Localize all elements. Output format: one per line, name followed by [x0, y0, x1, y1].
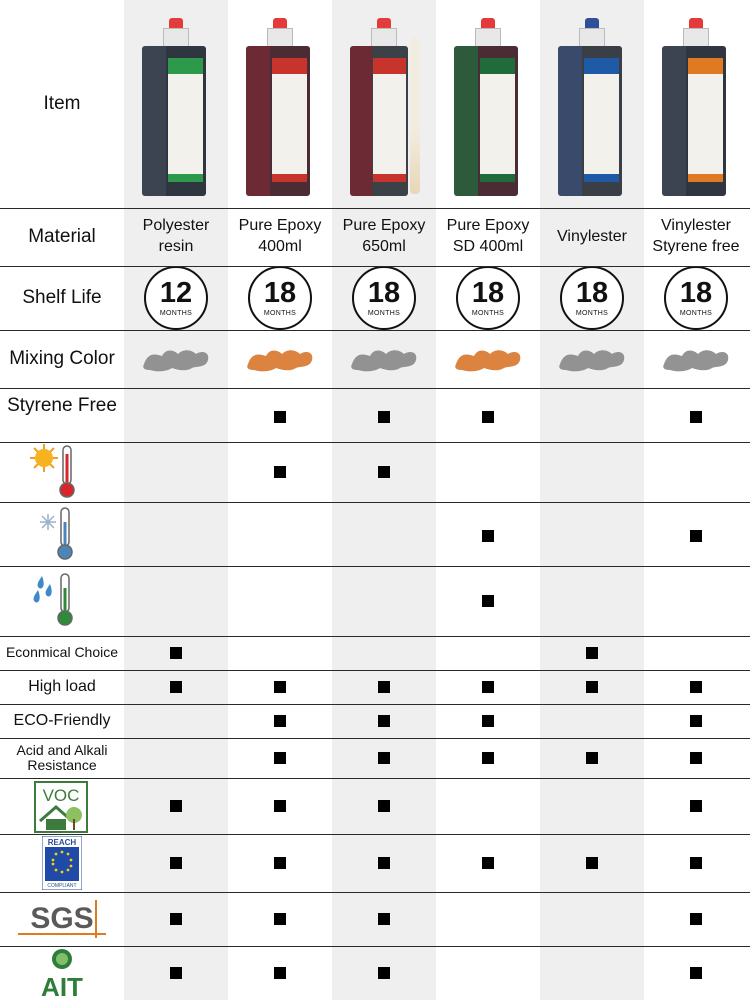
filled-square-mark: [690, 967, 702, 979]
check-mark-cell: [332, 390, 436, 444]
shelf-life-months: 18: [575, 277, 609, 309]
shelf-life-unit: MONTHS: [367, 310, 401, 317]
row-divider: [0, 330, 750, 331]
sgs-logo-icon: [16, 896, 108, 940]
material-line-1: Pure Epoxy: [342, 217, 426, 235]
row-label-mixing-color: Mixing Color: [9, 347, 115, 369]
bottle-label: [584, 58, 620, 182]
bottle-body-left: [246, 46, 270, 196]
mixing-color-cell-3: [332, 330, 436, 388]
bottle-cap-tip: [169, 18, 183, 28]
filled-square-mark: [274, 752, 286, 764]
check-mark-cell: [124, 778, 228, 834]
shelf-life-unit: MONTHS: [575, 310, 609, 317]
shelf-life-badge: [456, 266, 520, 330]
row-label-eco-friendly: ECO-Friendly: [13, 712, 111, 730]
mixing-color-swatch: [658, 342, 734, 376]
shelf-life-cell-1: [124, 266, 228, 330]
check-mark-cell: [644, 946, 748, 1000]
filled-square-mark: [690, 752, 702, 764]
bottle-body-left: [662, 46, 686, 196]
filled-square-mark: [170, 800, 182, 812]
material-line-1: Vinylester: [557, 227, 627, 245]
shelf-life-unit: MONTHS: [159, 310, 193, 317]
bottle-cap: [683, 28, 709, 48]
row-divider: [0, 946, 750, 947]
check-mark-cell: [124, 834, 228, 892]
bottle-body: [662, 46, 726, 196]
shelf-life-months: 18: [263, 277, 297, 309]
material-line-2: Styrene free: [652, 238, 740, 255]
material-cell-6: [644, 208, 748, 266]
bottle-label-footer: [480, 174, 516, 182]
check-mark-cell: [228, 778, 332, 834]
bottle-label-footer: [688, 174, 724, 182]
material-line-1: Polyester: [142, 217, 210, 235]
check-mark-cell: [228, 946, 332, 1000]
row-divider: [0, 704, 750, 705]
check-mark-cell: [644, 670, 748, 704]
material-line-1: Vinylester: [661, 217, 731, 235]
check-mark-cell: [332, 834, 436, 892]
filled-square-mark: [274, 466, 286, 478]
row-divider: [0, 208, 750, 209]
filled-square-mark: [378, 466, 390, 478]
row-label-high-load: High load: [28, 678, 96, 696]
shelf-life-badge: [560, 266, 624, 330]
check-mark-cell: [436, 704, 540, 738]
filled-square-mark: [690, 530, 702, 542]
check-mark-cell: [228, 834, 332, 892]
voc-logo-icon: [34, 781, 88, 833]
check-mark-cell: [228, 670, 332, 704]
check-mark-cell: [644, 834, 748, 892]
check-mark-cell: [644, 778, 748, 834]
shelf-life-badge: [144, 266, 208, 330]
mixing-color-cell-2: [228, 330, 332, 388]
mixing-color-cell-6: [644, 330, 748, 388]
mixing-color-cell-4: [436, 330, 540, 388]
shelf-life-badge: [352, 266, 416, 330]
check-mark-cell: [332, 738, 436, 778]
material-cell-1: [124, 208, 228, 266]
check-mark-cell: [436, 566, 540, 636]
filled-square-mark: [482, 595, 494, 607]
row-divider: [0, 442, 750, 443]
check-mark-cell: [436, 504, 540, 568]
filled-square-mark: [274, 857, 286, 869]
shelf-life-months: 12: [159, 277, 193, 309]
filled-square-mark: [378, 715, 390, 727]
filled-square-mark: [690, 857, 702, 869]
mixing-color-swatch: [346, 342, 422, 376]
filled-square-mark: [482, 681, 494, 693]
check-mark-cell: [124, 892, 228, 946]
bottle-label-footer: [168, 174, 204, 182]
bottle-cap: [163, 28, 189, 48]
filled-square-mark: [378, 800, 390, 812]
material-line-2: 650ml: [362, 238, 406, 255]
bottle-cap-tip: [689, 18, 703, 28]
check-mark-cell: [124, 670, 228, 704]
filled-square-mark: [378, 411, 390, 423]
bottle-label-footer: [373, 174, 405, 182]
thermometer-hot-icon: [26, 442, 90, 500]
material-cell-4: [436, 208, 540, 266]
check-mark-cell: [124, 636, 228, 670]
material-cell-3: [332, 208, 436, 266]
reach-logo-subtext: COMPLIANT: [47, 883, 77, 889]
mixing-color-swatch: [450, 342, 526, 376]
check-mark-cell: [436, 738, 540, 778]
bottle-body: [454, 46, 518, 196]
filled-square-mark: [274, 800, 286, 812]
row-divider: [0, 778, 750, 779]
check-mark-cell: [332, 778, 436, 834]
check-mark-cell: [540, 738, 644, 778]
row-divider: [0, 738, 750, 739]
filled-square-mark: [690, 681, 702, 693]
mixing-color-cell-5: [540, 330, 644, 388]
row-divider: [0, 266, 750, 267]
row-divider: [0, 388, 750, 389]
filled-square-mark: [170, 857, 182, 869]
material-line-2: 400ml: [258, 238, 302, 255]
bottle-body: [246, 46, 310, 196]
row-divider: [0, 566, 750, 567]
filled-square-mark: [690, 913, 702, 925]
ait-logo-text: AIT: [41, 972, 83, 998]
bottle-label-band: [373, 58, 405, 74]
check-mark-cell: [644, 504, 748, 568]
bottle-label: [688, 58, 724, 182]
filled-square-mark: [170, 681, 182, 693]
thermometer-cold-icon: [30, 506, 94, 562]
row-label-shelf-life: Shelf Life: [22, 286, 102, 308]
check-mark-cell: [228, 442, 332, 502]
row-label-economical-choice: Econmical Choice: [5, 644, 119, 661]
product-bottle-4: [454, 18, 522, 196]
bottle-body: [558, 46, 622, 196]
row-divider: [0, 834, 750, 835]
check-mark-cell: [436, 390, 540, 444]
material-cell-2: [228, 208, 332, 266]
bottle-body-left: [350, 46, 372, 196]
row-divider: [0, 502, 750, 503]
row-label-material: Material: [28, 225, 96, 247]
mixing-color-swatch: [242, 342, 318, 376]
filled-square-mark: [274, 967, 286, 979]
shelf-life-months: 18: [471, 277, 505, 309]
ait-logo-icon: [24, 946, 100, 998]
product-bottle-6: [662, 18, 730, 196]
material-cell-5: [540, 208, 644, 266]
header-item-label: Item: [43, 92, 81, 114]
bottle-label: [272, 58, 308, 182]
check-mark-cell: [332, 670, 436, 704]
filled-square-mark: [586, 752, 598, 764]
check-mark-cell: [228, 704, 332, 738]
bottle-cap: [371, 28, 397, 48]
shelf-life-months: 18: [367, 277, 401, 309]
bottle-label-footer: [272, 174, 308, 182]
reach-logo-icon: [42, 836, 82, 890]
filled-square-mark: [586, 857, 598, 869]
bottle-cap: [475, 28, 501, 48]
bottle-label: [168, 58, 204, 182]
filled-square-mark: [170, 967, 182, 979]
bottle-label-band: [168, 58, 204, 74]
bottle-body-left: [142, 46, 166, 196]
filled-square-mark: [274, 681, 286, 693]
check-mark-cell: [228, 738, 332, 778]
sgs-logo-text: SGS: [30, 902, 94, 935]
filled-square-mark: [482, 752, 494, 764]
filled-square-mark: [274, 411, 286, 423]
bottle-label: [480, 58, 516, 182]
filled-square-mark: [378, 681, 390, 693]
check-mark-cell: [540, 834, 644, 892]
filled-square-mark: [482, 530, 494, 542]
check-mark-cell: [124, 946, 228, 1000]
shelf-life-unit: MONTHS: [471, 310, 505, 317]
bottle-label-footer: [584, 174, 620, 182]
bottle-body-left: [454, 46, 478, 196]
check-mark-cell: [436, 834, 540, 892]
filled-square-mark: [482, 715, 494, 727]
bottle-body: [142, 46, 206, 196]
bottle-cap-tip: [377, 18, 391, 28]
bottle-cap-tip: [585, 18, 599, 28]
voc-logo-text: VOC: [42, 786, 80, 805]
bottle-body-left: [558, 46, 582, 196]
filled-square-mark: [274, 715, 286, 727]
shelf-life-cell-4: [436, 266, 540, 330]
check-mark-cell: [644, 390, 748, 444]
mixing-color-cell-1: [124, 330, 228, 388]
check-mark-cell: [644, 738, 748, 778]
check-mark-cell: [540, 636, 644, 670]
material-line-2: resin: [158, 238, 194, 255]
shelf-life-badge: [248, 266, 312, 330]
product-bottle-3: [350, 18, 418, 196]
filled-square-mark: [586, 647, 598, 659]
bottle-label-band: [688, 58, 724, 74]
filled-square-mark: [274, 913, 286, 925]
product-bottle-1: [142, 18, 210, 196]
bottle-label-band: [584, 58, 620, 74]
shelf-life-badge: [664, 266, 728, 330]
check-mark-cell: [436, 670, 540, 704]
check-mark-cell: [332, 892, 436, 946]
check-mark-cell: [228, 892, 332, 946]
filled-square-mark: [482, 857, 494, 869]
thermometer-wet-icon: [30, 570, 94, 630]
row-label-acid-alkali: Acid and Alkali Resistance: [16, 741, 108, 773]
bottle-label-band: [480, 58, 516, 74]
check-mark-cell: [644, 892, 748, 946]
shelf-life-cell-3: [332, 266, 436, 330]
reach-logo-text: REACH: [47, 838, 77, 847]
check-mark-cell: [332, 946, 436, 1000]
filled-square-mark: [378, 857, 390, 869]
shelf-life-unit: MONTHS: [679, 310, 713, 317]
bottle-cap-tip: [481, 18, 495, 28]
bottle-label-band: [272, 58, 308, 74]
filled-square-mark: [378, 967, 390, 979]
shelf-life-cell-5: [540, 266, 644, 330]
bottle-body: [350, 46, 408, 196]
material-line-1: Pure Epoxy: [446, 217, 530, 235]
check-mark-cell: [228, 390, 332, 444]
filled-square-mark: [690, 411, 702, 423]
check-mark-cell: [540, 670, 644, 704]
filled-square-mark: [586, 681, 598, 693]
row-label-styrene-free: Styrene Free: [7, 394, 117, 416]
mixing-color-swatch: [554, 342, 630, 376]
bottle-label: [373, 58, 405, 182]
filled-square-mark: [170, 913, 182, 925]
filled-square-mark: [378, 752, 390, 764]
filled-square-mark: [170, 647, 182, 659]
row-divider: [0, 636, 750, 637]
product-bottle-2: [246, 18, 314, 196]
check-mark-cell: [644, 704, 748, 738]
product-bottle-5: [558, 18, 626, 196]
bottle-cap: [267, 28, 293, 48]
shelf-life-cell-6: [644, 266, 748, 330]
shelf-life-cell-2: [228, 266, 332, 330]
filled-square-mark: [378, 913, 390, 925]
mixing-nozzle: [410, 38, 420, 194]
material-line-1: Pure Epoxy: [238, 217, 322, 235]
filled-square-mark: [690, 715, 702, 727]
bottle-cap-tip: [273, 18, 287, 28]
mixing-color-swatch: [138, 342, 214, 376]
row-divider: [0, 892, 750, 893]
row-divider: [0, 670, 750, 671]
check-mark-cell: [332, 442, 436, 502]
shelf-life-unit: MONTHS: [263, 310, 297, 317]
filled-square-mark: [690, 800, 702, 812]
filled-square-mark: [482, 411, 494, 423]
check-mark-cell: [332, 704, 436, 738]
material-line-2: SD 400ml: [452, 238, 524, 255]
shelf-life-months: 18: [679, 277, 713, 309]
bottle-cap: [579, 28, 605, 48]
